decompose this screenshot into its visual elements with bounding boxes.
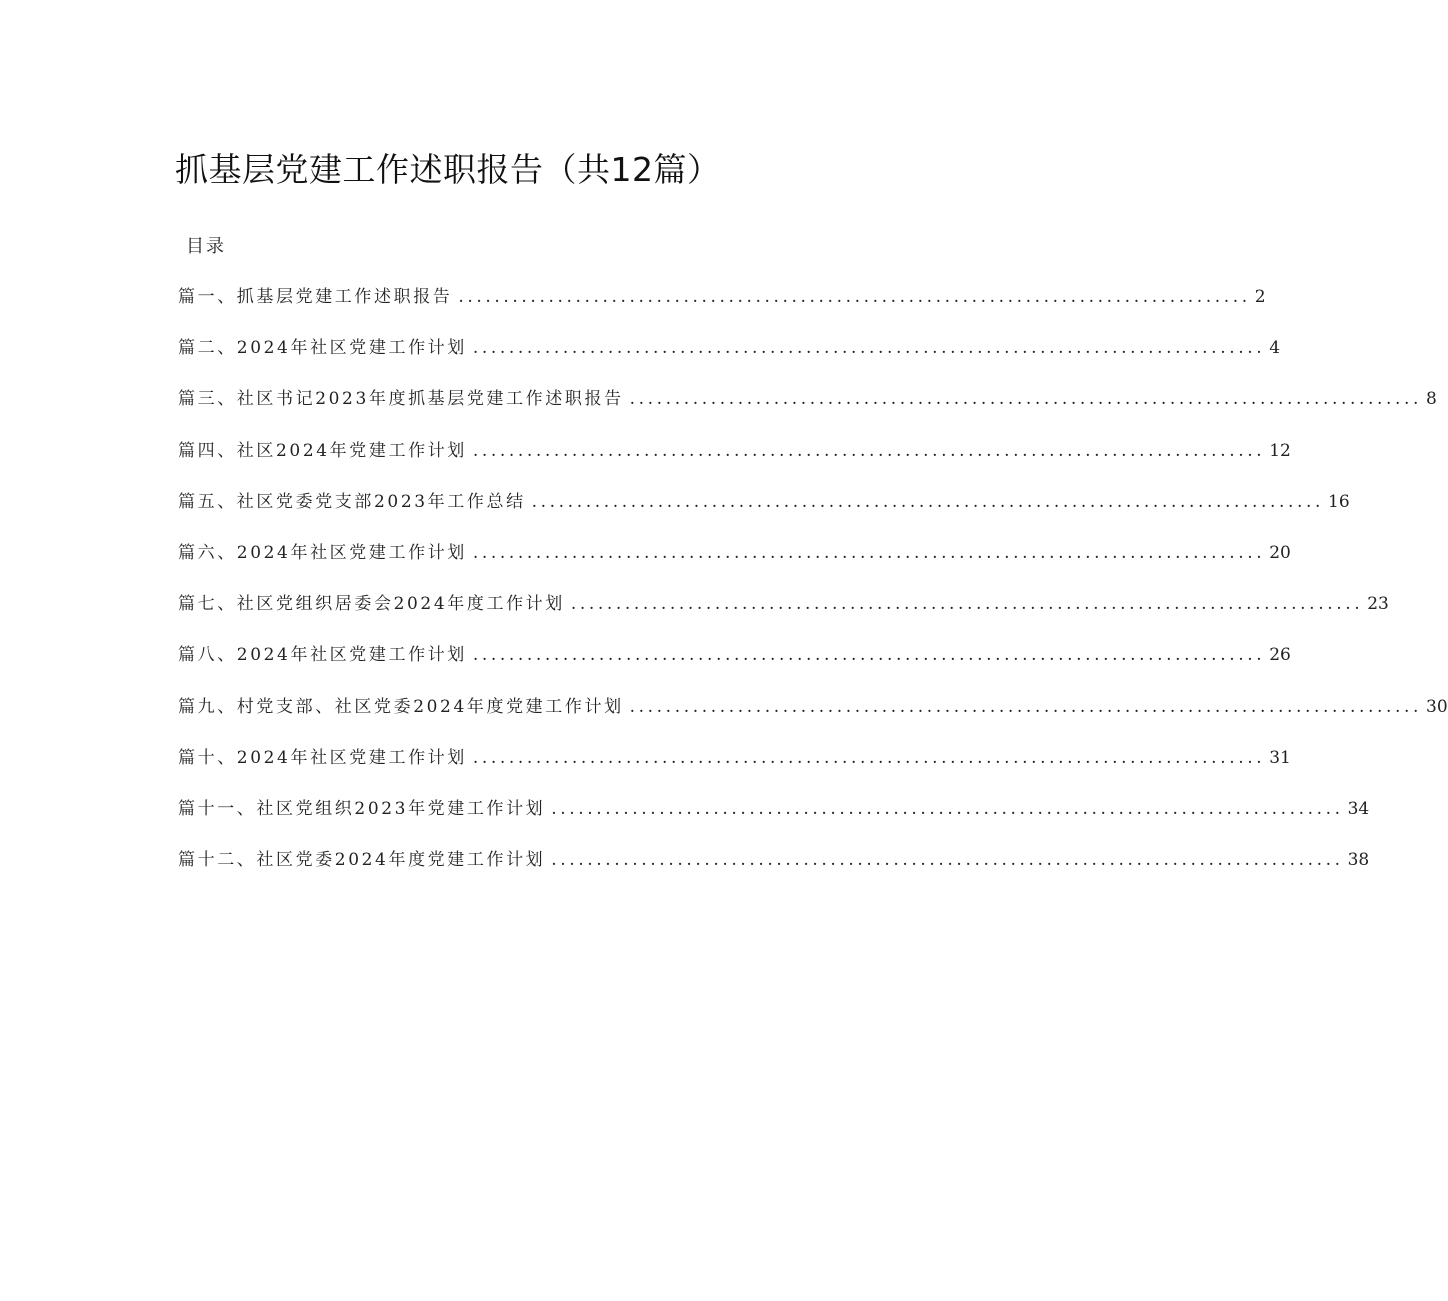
toc-entry-label: 篇二、2024年社区党建工作计划 bbox=[178, 338, 467, 359]
toc-entry-label: 篇五、社区党委党支部2023年工作总结 bbox=[178, 491, 526, 512]
toc-leader-dots: ........................................................................................ bbox=[531, 491, 1325, 512]
toc-page-number: 26 bbox=[1269, 645, 1291, 666]
toc-entry-label: 篇九、村党支部、社区党委2024年度党建工作计划 bbox=[178, 696, 624, 717]
toc-entry-11[interactable] bbox=[178, 796, 1370, 847]
toc-entry-10[interactable] bbox=[178, 745, 1291, 796]
toc-leader-dots: ........................................................................................ bbox=[472, 338, 1266, 359]
toc-leader-dots: ........................................................................................ bbox=[472, 542, 1266, 563]
toc-page-number: 31 bbox=[1269, 747, 1291, 768]
toc-page-number: 12 bbox=[1269, 440, 1291, 461]
toc-page-number: 20 bbox=[1269, 542, 1291, 563]
toc-entry-2[interactable] bbox=[178, 335, 1281, 386]
toc-entry-8[interactable] bbox=[178, 642, 1291, 693]
toc-entry-4[interactable] bbox=[178, 438, 1291, 489]
toc-page-number: 2 bbox=[1254, 287, 1266, 307]
toc-heading: 目录 bbox=[186, 236, 226, 257]
toc-leader-dots: ........................................................................................ bbox=[551, 798, 1344, 819]
toc-entry-5[interactable] bbox=[178, 489, 1350, 540]
toc-leader-dots: ........................................................................................ bbox=[458, 287, 1251, 307]
toc-page-number: 23 bbox=[1367, 594, 1389, 615]
toc-page-number: 4 bbox=[1269, 338, 1281, 359]
toc-page-number: 8 bbox=[1426, 389, 1437, 410]
toc-entry-label: 篇一、抓基层党建工作述职报告 bbox=[178, 287, 453, 307]
toc-page-number: 34 bbox=[1347, 798, 1370, 819]
toc-page-number: 38 bbox=[1347, 850, 1370, 871]
toc-leader-dots: ........................................................................................ bbox=[570, 594, 1364, 615]
toc-entry-label: 篇七、社区党组织居委会2024年度工作计划 bbox=[178, 594, 565, 615]
toc-entry-label: 篇十二、社区党委2024年度党建工作计划 bbox=[178, 850, 546, 871]
toc-leader-dots: ........................................................................................ bbox=[629, 389, 1423, 410]
toc-entry-label: 篇八、2024年社区党建工作计划 bbox=[178, 645, 467, 666]
toc-leader-dots: ........................................................................................ bbox=[629, 696, 1423, 717]
table-of-contents bbox=[178, 284, 1448, 898]
toc-entry-label: 篇六、2024年社区党建工作计划 bbox=[178, 542, 467, 563]
toc-entry-6[interactable] bbox=[178, 540, 1291, 591]
toc-entry-label: 篇十一、社区党组织2023年党建工作计划 bbox=[178, 798, 546, 819]
toc-page-number: 30 bbox=[1426, 696, 1448, 717]
toc-entry-label: 篇四、社区2024年党建工作计划 bbox=[178, 440, 467, 461]
toc-leader-dots: ........................................................................................ bbox=[472, 747, 1266, 768]
toc-entry-3[interactable] bbox=[178, 386, 1437, 437]
toc-entry-9[interactable] bbox=[178, 694, 1448, 745]
toc-leader-dots: ........................................................................................ bbox=[472, 440, 1266, 461]
toc-entry-label: 篇十、2024年社区党建工作计划 bbox=[178, 747, 467, 768]
toc-leader-dots: ........................................................................................ bbox=[472, 645, 1266, 666]
document-title: 抓基层党建工作述职报告（共12篇） bbox=[175, 150, 721, 189]
toc-entry-7[interactable] bbox=[178, 591, 1389, 642]
toc-page-number: 16 bbox=[1328, 491, 1350, 512]
toc-entry-1[interactable] bbox=[178, 284, 1266, 335]
toc-entry-label: 篇三、社区书记2023年度抓基层党建工作述职报告 bbox=[178, 389, 624, 410]
toc-leader-dots: ........................................................................................ bbox=[551, 850, 1344, 871]
toc-entry-12[interactable] bbox=[178, 847, 1370, 898]
